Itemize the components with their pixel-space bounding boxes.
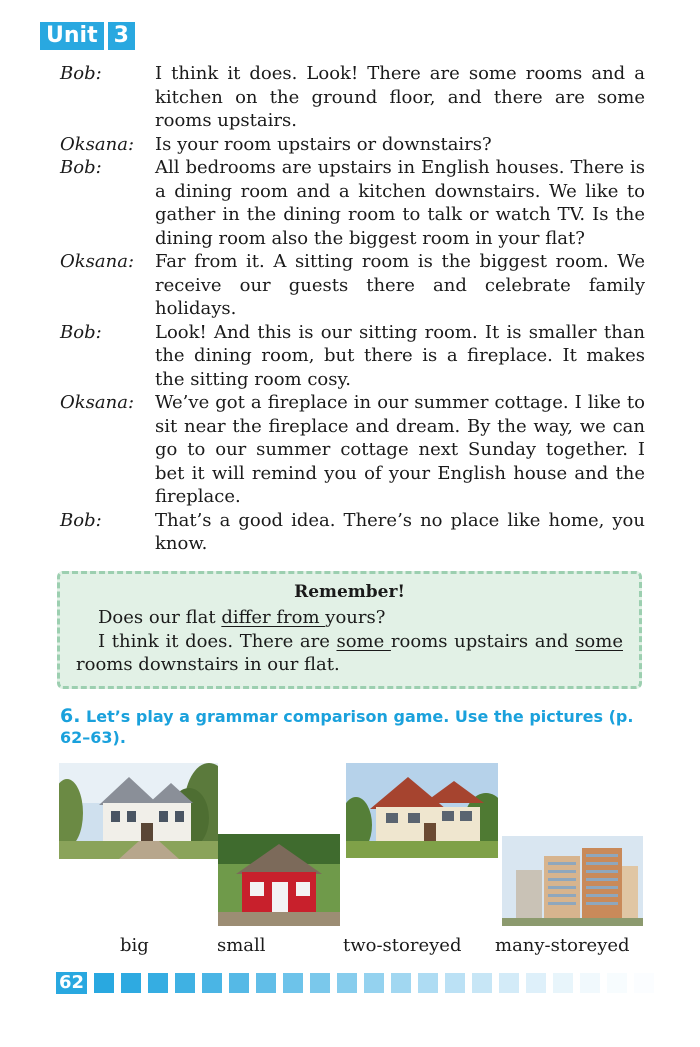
decorative-square	[229, 973, 249, 993]
speech-text: All bedrooms are upstairs in English houses. There is a dining room and a kitchen downstairs. We like to gather in the dining room to talk or watch TV. Is the dining room also the biggest room in your flat?	[155, 157, 645, 249]
dialogue-line	[60, 156, 645, 250]
decorative-square	[148, 973, 168, 993]
underlined-phrase: differ from	[221, 607, 326, 628]
decorative-square	[256, 973, 276, 993]
dialogue-line	[60, 321, 645, 392]
decorative-square	[526, 973, 546, 993]
speaker-name: Oksana:	[60, 251, 135, 272]
speaker-name: Oksana:	[60, 133, 135, 155]
big-house-photo	[59, 763, 218, 859]
speaker-name: Bob:	[60, 321, 102, 343]
footer	[56, 972, 654, 994]
decorative-square	[175, 973, 195, 993]
two-storeyed-house-photo	[346, 763, 498, 858]
page-number: 62	[56, 972, 87, 994]
decorative-square	[472, 973, 492, 993]
speech-text: We’ve got a fireplace in our summer cottage. I like to sit near the fireplace and dream. By the way, we can go to our summer cottage next Sunday together. I bet it will remind you of your English house and the fireplace.	[155, 392, 645, 507]
remember-text: yours?	[325, 607, 386, 628]
decorative-square	[418, 973, 438, 993]
remember-text: Does our flat	[98, 607, 222, 628]
task-6	[60, 706, 650, 748]
caption-big: big	[120, 935, 149, 956]
decorative-square	[499, 973, 519, 993]
small-house-photo	[218, 834, 340, 926]
remember-text: rooms downstairs in our flat.	[76, 654, 340, 675]
dialogue	[60, 62, 645, 556]
underlined-phrase: some	[575, 630, 623, 652]
caption-two-storeyed: two-storeyed	[343, 935, 462, 956]
decorative-square	[580, 973, 600, 993]
task-instruction: Let’s play a grammar comparison game. Use the pictures (p. 62–63).	[60, 707, 634, 747]
underlined-phrase: some	[336, 630, 391, 652]
remember-text: rooms upstairs and	[390, 630, 576, 652]
decorative-square	[337, 973, 357, 993]
caption-small: small	[217, 935, 266, 956]
speaker-name: Oksana:	[60, 392, 135, 413]
decorative-square	[364, 973, 384, 993]
decorative-square	[94, 973, 114, 993]
decorative-square	[202, 973, 222, 993]
decorative-square	[607, 973, 627, 993]
decorative-square	[391, 973, 411, 993]
remember-box	[57, 571, 642, 689]
speaker-name: Bob:	[60, 63, 102, 84]
speaker-name: Bob:	[60, 509, 102, 531]
unit-number: 3	[108, 22, 135, 50]
decorative-square	[310, 973, 330, 993]
unit-label: Unit	[40, 22, 104, 50]
task-number: 6.	[60, 705, 81, 727]
remember-title: Remember!	[294, 582, 405, 602]
dialogue-line	[60, 133, 645, 157]
speech-text: Far from it. A sitting room is the biggest room. We receive our guests there and celebrate family holidays.	[155, 251, 645, 319]
decorative-square	[283, 973, 303, 993]
caption-many-storeyed: many-storeyed	[495, 935, 630, 956]
unit-header	[40, 22, 135, 50]
speaker-name: Bob:	[60, 157, 102, 178]
decorative-square	[634, 973, 654, 993]
many-storeyed-building-photo	[502, 836, 643, 926]
speech-text: I think it does. Look! There are some rooms and a kitchen on the ground floor, and there are some rooms upstairs.	[155, 63, 645, 131]
speech-text: That’s a good idea. There’s no place like home, you know.	[155, 509, 645, 554]
decorative-square	[445, 973, 465, 993]
dialogue-line	[60, 391, 645, 509]
dialogue-line	[60, 250, 645, 321]
speech-text: Is your room upstairs or downstairs?	[155, 133, 492, 155]
dialogue-line	[60, 509, 645, 556]
decorative-square	[121, 973, 141, 993]
speech-text: Look! And this is our sitting room. It is smaller than the dining room, but there is a fireplace. It makes the sitting room cosy.	[155, 321, 645, 390]
remember-line-1	[76, 606, 623, 630]
decorative-square	[553, 973, 573, 993]
dialogue-line	[60, 62, 645, 133]
remember-text: I think it does. There are	[98, 630, 337, 652]
remember-line-2	[76, 630, 623, 677]
